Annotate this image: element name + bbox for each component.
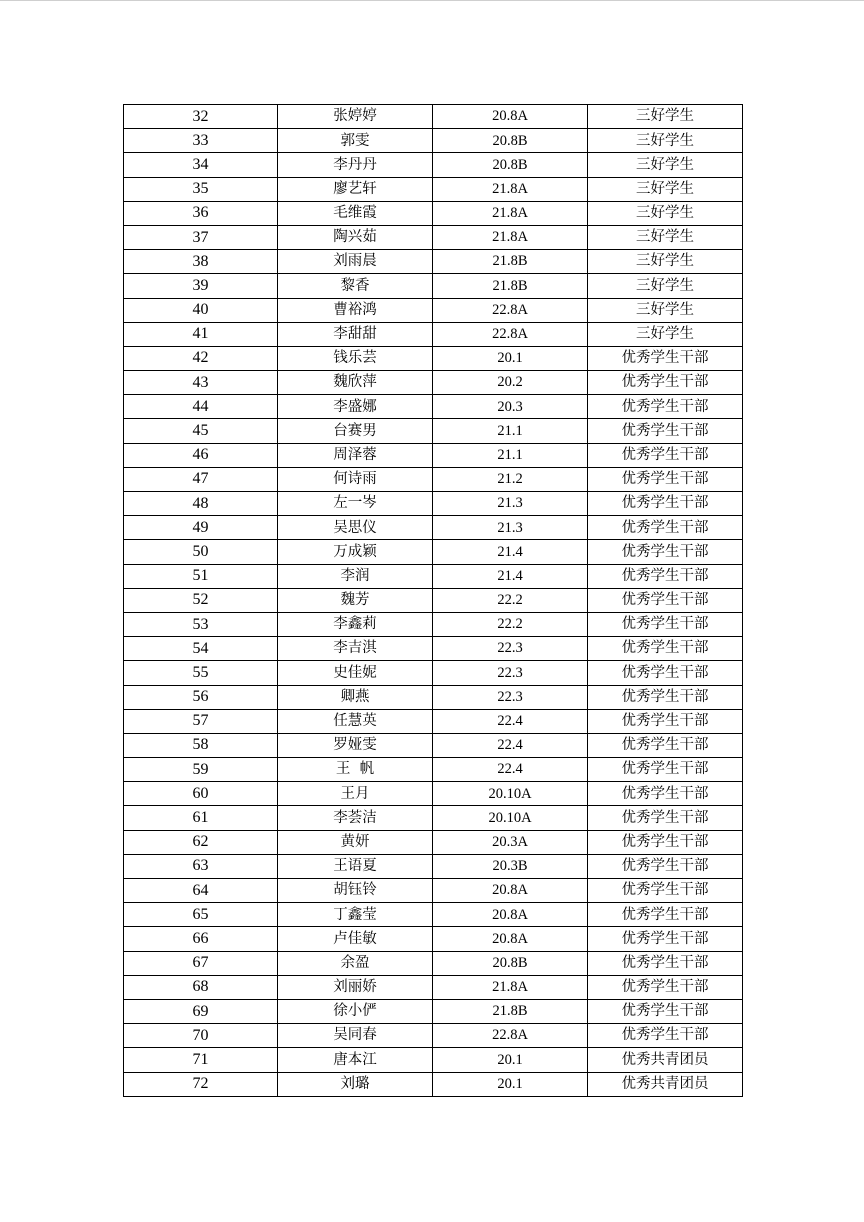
award-title: 优秀学生干部 <box>588 371 743 395</box>
award-title: 优秀学生干部 <box>588 758 743 782</box>
student-name: 黎香 <box>278 274 433 298</box>
award-title: 优秀学生干部 <box>588 492 743 516</box>
student-name: 任慧英 <box>278 709 433 733</box>
row-number: 56 <box>124 685 278 709</box>
row-number: 65 <box>124 903 278 927</box>
student-name: 胡钰铃 <box>278 879 433 903</box>
award-title: 优秀学生干部 <box>588 999 743 1023</box>
award-title: 优秀学生干部 <box>588 540 743 564</box>
row-number: 66 <box>124 927 278 951</box>
page-top-border <box>0 0 864 1</box>
student-name: 卿燕 <box>278 685 433 709</box>
class-code: 22.4 <box>433 709 588 733</box>
row-number: 45 <box>124 419 278 443</box>
table-row <box>124 467 743 491</box>
student-name: 罗娅雯 <box>278 733 433 757</box>
student-name: 王 帆 <box>278 758 433 782</box>
row-number: 61 <box>124 806 278 830</box>
class-code: 22.3 <box>433 661 588 685</box>
class-code: 20.10A <box>433 806 588 830</box>
award-title: 优秀共青团员 <box>588 1048 743 1072</box>
row-number: 40 <box>124 298 278 322</box>
class-code: 20.3B <box>433 854 588 878</box>
student-name: 廖艺轩 <box>278 177 433 201</box>
table-row <box>124 927 743 951</box>
class-code: 21.3 <box>433 492 588 516</box>
row-number: 41 <box>124 322 278 346</box>
award-title: 三好学生 <box>588 105 743 129</box>
award-title: 三好学生 <box>588 322 743 346</box>
row-number: 36 <box>124 201 278 225</box>
row-number: 35 <box>124 177 278 201</box>
award-title: 三好学生 <box>588 225 743 249</box>
class-code: 20.8A <box>433 903 588 927</box>
row-number: 39 <box>124 274 278 298</box>
row-number: 60 <box>124 782 278 806</box>
student-name: 刘丽娇 <box>278 975 433 999</box>
student-name: 王月 <box>278 782 433 806</box>
table-row <box>124 975 743 999</box>
award-title: 优秀学生干部 <box>588 806 743 830</box>
class-code: 20.1 <box>433 346 588 370</box>
award-title: 优秀学生干部 <box>588 516 743 540</box>
award-title: 优秀学生干部 <box>588 830 743 854</box>
row-number: 34 <box>124 153 278 177</box>
award-roster-table <box>123 104 743 1097</box>
table-row <box>124 540 743 564</box>
table-row <box>124 395 743 419</box>
student-name: 魏欣萍 <box>278 371 433 395</box>
student-name: 毛维霞 <box>278 201 433 225</box>
class-code: 21.1 <box>433 419 588 443</box>
award-title: 优秀学生干部 <box>588 951 743 975</box>
class-code: 21.2 <box>433 467 588 491</box>
table-row <box>124 661 743 685</box>
table-row <box>124 492 743 516</box>
row-number: 49 <box>124 516 278 540</box>
award-title: 优秀学生干部 <box>588 588 743 612</box>
award-title: 优秀学生干部 <box>588 661 743 685</box>
table-row <box>124 733 743 757</box>
class-code: 20.8A <box>433 927 588 951</box>
student-name: 曹裕鸿 <box>278 298 433 322</box>
row-number: 51 <box>124 564 278 588</box>
student-name: 周泽蓉 <box>278 443 433 467</box>
student-name: 余盈 <box>278 951 433 975</box>
award-title: 三好学生 <box>588 129 743 153</box>
award-title: 优秀学生干部 <box>588 564 743 588</box>
class-code: 20.3A <box>433 830 588 854</box>
award-title: 优秀学生干部 <box>588 854 743 878</box>
class-code: 21.1 <box>433 443 588 467</box>
student-name: 陶兴茹 <box>278 225 433 249</box>
table-row <box>124 153 743 177</box>
class-code: 22.2 <box>433 588 588 612</box>
class-code: 21.3 <box>433 516 588 540</box>
award-title: 优秀学生干部 <box>588 975 743 999</box>
table-row <box>124 709 743 733</box>
class-code: 20.1 <box>433 1072 588 1096</box>
student-name: 刘雨晨 <box>278 250 433 274</box>
student-name: 李丹丹 <box>278 153 433 177</box>
table-row <box>124 588 743 612</box>
table-row <box>124 419 743 443</box>
table-row <box>124 830 743 854</box>
row-number: 53 <box>124 612 278 636</box>
award-title: 优秀学生干部 <box>588 612 743 636</box>
student-name: 张婷婷 <box>278 105 433 129</box>
table-row <box>124 274 743 298</box>
table-row <box>124 685 743 709</box>
student-name: 吴同春 <box>278 1024 433 1048</box>
student-name: 刘璐 <box>278 1072 433 1096</box>
award-title: 优秀学生干部 <box>588 903 743 927</box>
table-row <box>124 1024 743 1048</box>
student-name: 台赛男 <box>278 419 433 443</box>
class-code: 20.8B <box>433 129 588 153</box>
award-title: 三好学生 <box>588 274 743 298</box>
student-name: 史佳妮 <box>278 661 433 685</box>
table-row <box>124 903 743 927</box>
class-code: 20.1 <box>433 1048 588 1072</box>
class-code: 21.8B <box>433 250 588 274</box>
award-title: 优秀学生干部 <box>588 419 743 443</box>
class-code: 21.8B <box>433 274 588 298</box>
class-code: 20.8B <box>433 951 588 975</box>
class-code: 20.10A <box>433 782 588 806</box>
class-code: 21.4 <box>433 564 588 588</box>
student-name: 李盛娜 <box>278 395 433 419</box>
table-row <box>124 250 743 274</box>
class-code: 21.8A <box>433 201 588 225</box>
row-number: 72 <box>124 1072 278 1096</box>
student-name: 丁鑫莹 <box>278 903 433 927</box>
student-name: 卢佳敏 <box>278 927 433 951</box>
table-row <box>124 758 743 782</box>
award-title: 优秀学生干部 <box>588 395 743 419</box>
award-title: 三好学生 <box>588 298 743 322</box>
row-number: 42 <box>124 346 278 370</box>
award-title: 优秀学生干部 <box>588 346 743 370</box>
award-title: 优秀学生干部 <box>588 782 743 806</box>
row-number: 55 <box>124 661 278 685</box>
class-code: 20.8B <box>433 153 588 177</box>
award-title: 优秀共青团员 <box>588 1072 743 1096</box>
row-number: 64 <box>124 879 278 903</box>
class-code: 22.3 <box>433 685 588 709</box>
student-name: 李甜甜 <box>278 322 433 346</box>
row-number: 70 <box>124 1024 278 1048</box>
student-name: 万成颖 <box>278 540 433 564</box>
class-code: 22.8A <box>433 322 588 346</box>
class-code: 22.4 <box>433 733 588 757</box>
row-number: 63 <box>124 854 278 878</box>
row-number: 44 <box>124 395 278 419</box>
table-row <box>124 951 743 975</box>
student-name: 郭雯 <box>278 129 433 153</box>
table-row <box>124 782 743 806</box>
table-row <box>124 516 743 540</box>
student-name: 李润 <box>278 564 433 588</box>
student-name: 李荟洁 <box>278 806 433 830</box>
table-row <box>124 105 743 129</box>
row-number: 58 <box>124 733 278 757</box>
table-row <box>124 637 743 661</box>
table-row <box>124 346 743 370</box>
award-title: 三好学生 <box>588 201 743 225</box>
row-number: 68 <box>124 975 278 999</box>
table-row <box>124 129 743 153</box>
award-title: 三好学生 <box>588 153 743 177</box>
award-title: 优秀学生干部 <box>588 685 743 709</box>
table-row <box>124 999 743 1023</box>
student-name: 王语夏 <box>278 854 433 878</box>
student-name: 钱乐芸 <box>278 346 433 370</box>
student-name: 徐小俨 <box>278 999 433 1023</box>
row-number: 54 <box>124 637 278 661</box>
row-number: 47 <box>124 467 278 491</box>
row-number: 37 <box>124 225 278 249</box>
student-name: 何诗雨 <box>278 467 433 491</box>
class-code: 20.8A <box>433 879 588 903</box>
table-row <box>124 298 743 322</box>
row-number: 32 <box>124 105 278 129</box>
student-name: 李吉淇 <box>278 637 433 661</box>
student-name: 左一岑 <box>278 492 433 516</box>
row-number: 69 <box>124 999 278 1023</box>
table-row <box>124 854 743 878</box>
award-title: 优秀学生干部 <box>588 443 743 467</box>
award-title: 优秀学生干部 <box>588 927 743 951</box>
row-number: 52 <box>124 588 278 612</box>
table-row <box>124 371 743 395</box>
class-code: 21.8B <box>433 999 588 1023</box>
row-number: 38 <box>124 250 278 274</box>
class-code: 22.8A <box>433 298 588 322</box>
table-row <box>124 1072 743 1096</box>
table-row <box>124 225 743 249</box>
row-number: 33 <box>124 129 278 153</box>
award-title: 三好学生 <box>588 177 743 201</box>
class-code: 20.2 <box>433 371 588 395</box>
award-title: 三好学生 <box>588 250 743 274</box>
row-number: 62 <box>124 830 278 854</box>
row-number: 67 <box>124 951 278 975</box>
class-code: 21.4 <box>433 540 588 564</box>
class-code: 22.3 <box>433 637 588 661</box>
student-name: 吴思仪 <box>278 516 433 540</box>
class-code: 20.3 <box>433 395 588 419</box>
award-title: 优秀学生干部 <box>588 637 743 661</box>
class-code: 21.8A <box>433 975 588 999</box>
award-title: 优秀学生干部 <box>588 467 743 491</box>
award-title: 优秀学生干部 <box>588 709 743 733</box>
row-number: 57 <box>124 709 278 733</box>
row-number: 59 <box>124 758 278 782</box>
row-number: 43 <box>124 371 278 395</box>
row-number: 46 <box>124 443 278 467</box>
class-code: 22.8A <box>433 1024 588 1048</box>
table-row <box>124 879 743 903</box>
table-row <box>124 1048 743 1072</box>
table-row <box>124 177 743 201</box>
award-title: 优秀学生干部 <box>588 733 743 757</box>
table-row <box>124 322 743 346</box>
award-roster-body <box>124 105 743 1097</box>
class-code: 21.8A <box>433 225 588 249</box>
row-number: 48 <box>124 492 278 516</box>
table-row <box>124 201 743 225</box>
student-name: 李鑫莉 <box>278 612 433 636</box>
student-name: 魏芳 <box>278 588 433 612</box>
table-row <box>124 443 743 467</box>
award-title: 优秀学生干部 <box>588 1024 743 1048</box>
award-title: 优秀学生干部 <box>588 879 743 903</box>
student-name: 唐本江 <box>278 1048 433 1072</box>
table-row <box>124 564 743 588</box>
table-row <box>124 806 743 830</box>
student-name: 黄妍 <box>278 830 433 854</box>
class-code: 21.8A <box>433 177 588 201</box>
row-number: 50 <box>124 540 278 564</box>
class-code: 20.8A <box>433 105 588 129</box>
class-code: 22.4 <box>433 758 588 782</box>
table-row <box>124 612 743 636</box>
row-number: 71 <box>124 1048 278 1072</box>
class-code: 22.2 <box>433 612 588 636</box>
